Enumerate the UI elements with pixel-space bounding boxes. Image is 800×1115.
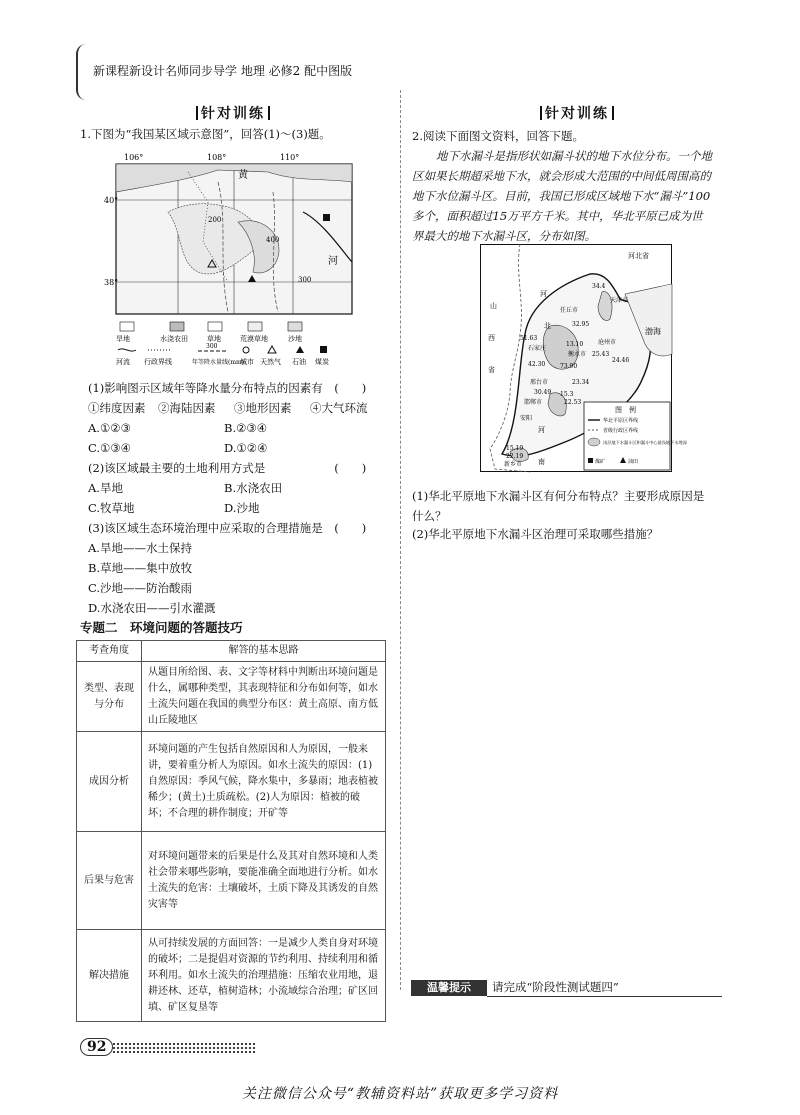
q1-2-stem: (2)该区域最主要的土地利用方式是 ( )	[88, 461, 367, 475]
q2-part-2: (2)华北平原地下水漏斗区治理可采取哪些措施？	[412, 527, 659, 541]
q1-1-option-d[interactable]: D.①②④	[224, 441, 268, 455]
label-huang: 黄	[238, 170, 248, 181]
table-cell-content: 从可持续发展的方面回答：一是减少人类自身对环境的破坏；二是提倡对资源的节约利用、持续利用和循环利用。如水土流失的治理措施：压缩农业用地，退耕还林、还草，植树造林；小流域综合治理；矿区回填、矿区复垦等	[142, 930, 386, 1022]
label-nan: 南	[538, 458, 545, 466]
legend-coal-mine: 煤矿	[595, 459, 606, 465]
table-row	[77, 930, 386, 1022]
label-he-1: 河	[540, 290, 547, 298]
city-xingtai: 邢台市	[530, 379, 549, 386]
value-13-10: 13.10	[566, 341, 584, 348]
q1-2-option-b[interactable]: B.水浇农田	[224, 481, 283, 495]
value-32-95: 32.95	[572, 321, 590, 328]
table-header-row	[77, 641, 386, 662]
legend-irrigated: 水浇农田	[160, 335, 188, 343]
legend-province-boundary: 省级行政区界线	[603, 428, 639, 434]
legend-city: 城市	[240, 358, 254, 366]
north-china-map	[480, 244, 687, 472]
legend-gas: 天然气	[260, 358, 281, 366]
q1-1-option-b[interactable]: B.②③④	[224, 421, 268, 435]
value-22-53: 22.53	[564, 399, 582, 406]
label-hebei-province: 河北省	[628, 252, 649, 260]
value-42-30: 42.30	[528, 361, 546, 368]
city-tianjin: 天津市	[610, 297, 629, 304]
table-cell-angle: 解决措施	[77, 930, 142, 1022]
page-header: 新课程新设计名师同步导学 地理 必修2 配中图版	[93, 64, 353, 78]
legend-plain-boundary: 华北平原区界线	[603, 418, 639, 424]
legend-river: 河流	[116, 358, 130, 366]
city-handan: 邯郸市	[524, 399, 543, 406]
lon-label-106: 106°	[124, 153, 144, 162]
label-xi: 西	[488, 334, 495, 342]
right-section-title: 针对训练	[537, 103, 617, 123]
q1-2-option-a[interactable]: A.旱地	[88, 481, 123, 495]
answer-tips-table	[76, 640, 386, 1022]
table-cell-angle: 类型、表现与分布	[77, 662, 142, 732]
table-row	[77, 832, 386, 930]
legend-grass: 草地	[207, 335, 221, 343]
table-cell-content: 从题目所给图、表、文字等材料中判断出环境问题是什么，属哪种类型，其表现特征和分布如何等，如水土流失问题在我国的典型分布区：黄土高原、南方低山丘陵地区	[142, 662, 386, 732]
legend-admin: 行政界线	[144, 358, 172, 366]
label-he: 河	[328, 256, 338, 267]
legend-funnel: 浅层地下水漏斗区和漏斗中心最浅地下水埋深	[603, 440, 687, 445]
table-cell-angle: 成因分析	[77, 732, 142, 832]
city-cangzhou: 沧州市	[598, 339, 617, 346]
header-brace	[76, 44, 88, 100]
table-row	[77, 732, 386, 832]
value-25-43: 25.43	[592, 351, 610, 358]
label-shan: 山	[490, 302, 497, 310]
label-he-2: 河	[538, 426, 545, 434]
legend-isohyet: 年等降水量线(mm)	[192, 359, 245, 366]
city-anyang: 安阳	[520, 415, 533, 422]
topic2-title: 专题二 环境问题的答题技巧	[80, 620, 243, 635]
q1-stem: 1.下图为“我国某区域示意图”，回答(1)～(3)题。	[80, 127, 331, 141]
contour-label-200: 200	[208, 216, 222, 224]
q1-1-stem: (1)影响图示区域年等降水量分布特点的因素有 ( )	[88, 381, 367, 395]
city-shijiazhuang: 石家庄	[528, 345, 547, 352]
footer-note: 关注微信公众号“教辅资料站”获取更多学习资料	[241, 1086, 559, 1102]
lon-label-108: 108°	[207, 153, 227, 162]
value-51-63: 51.63	[520, 335, 538, 342]
value-34-4: 34.4	[592, 283, 606, 290]
tip-label: 温馨提示	[411, 980, 487, 996]
region-map	[104, 152, 364, 380]
table-header-approach: 解答的基本思路	[142, 641, 386, 662]
q1-3-option-c[interactable]: C.沙地——防治酸雨	[88, 581, 193, 595]
tip-text: 请完成“阶段性测试题四”	[492, 980, 619, 994]
left-section-title: 针对训练	[193, 103, 273, 123]
q2-part-1: (1)华北平原地下水漏斗区有何分布特点？主要形成原因是什么？	[412, 489, 705, 523]
contour-label-300: 300	[298, 276, 312, 284]
q1-2-option-c[interactable]: C.牧草地	[88, 501, 135, 515]
value-23-34: 23.34	[572, 379, 590, 386]
label-sheng: 省	[488, 366, 495, 374]
page-number: 92	[80, 1038, 113, 1056]
table-row	[77, 662, 386, 732]
footer-dots	[112, 1042, 257, 1054]
city-xinxiang: 新乡市	[504, 461, 523, 468]
q1-3-option-a[interactable]: A.旱地——水土保持	[88, 541, 192, 555]
q2-stem: 2.阅读下面图文资料，回答下题。	[412, 129, 584, 143]
q1-1-option-c[interactable]: C.①③④	[88, 441, 131, 455]
legend-isoline-sample: 300	[206, 343, 218, 350]
table-cell-content: 对环境问题带来的后果是什么及其对自然环境和人类社会带来哪些影响，要能准确全面地进行分析。如水土流失的危害：土壤破坏，土质下降及其诱发的自然灾害等	[142, 832, 386, 930]
value-15-19: 15.19	[506, 445, 524, 452]
q2-paragraph: 地下水漏斗是指形状如漏斗状的地下水位分布。一个地区如果长期超采地下水，就会形成大范围的中间低周围高的地下水位漏斗区。目前，我国已形成区域地下水“漏斗”100多个，面积超过15万平方千米。其中，华北平原已成为世界最大的地下水漏斗区，分布如图。	[412, 149, 712, 243]
value-73-90: 73.90	[560, 363, 578, 370]
contour-label-400: 400	[266, 236, 280, 244]
lat-label-38: 38°	[104, 278, 119, 287]
city-hengshui: 衡水市	[568, 351, 587, 358]
lat-label-40: 40°	[104, 196, 119, 205]
value-30-49: 30.49	[534, 389, 552, 396]
table-header-angle: 考查角度	[77, 641, 142, 662]
column-divider	[400, 90, 401, 990]
legend-desert-grass: 荒漠草地	[240, 335, 268, 343]
city-renqiu: 任丘市	[560, 307, 579, 314]
legend-oilfield: 油田	[628, 459, 639, 465]
legend-dryland: 旱地	[116, 335, 130, 343]
q1-3-option-b[interactable]: B.草地——集中放牧	[88, 561, 193, 575]
lon-label-110: 110°	[280, 153, 300, 162]
q1-2-option-d[interactable]: D.沙地	[224, 501, 260, 515]
legend-title: 图 例	[615, 406, 636, 414]
q1-1-option-a[interactable]: A.①②③	[88, 421, 131, 435]
value-22-19: 22.19	[506, 453, 524, 460]
label-bei: 北	[544, 322, 551, 330]
q1-3-option-d[interactable]: D.水浇农田——引水灌溉	[88, 601, 216, 615]
table-cell-content: 环境问题的产生包括自然原因和人为原因，一般来讲，要着重分析人为原因。如水土流失的原因：(1)自然原因：季风气候，降水集中，多暴雨；地表植被稀少；(黄土)土质疏松。(2)人为原因：植被的破坏；不合理的耕作制度；开矿等	[142, 732, 386, 832]
label-bohai: 渤海	[645, 327, 661, 336]
value-24-46: 24.46	[612, 357, 630, 364]
q1-1-factors: ①纬度因素 ②海陆因素 ③地形因素 ④大气环流	[88, 401, 368, 415]
q1-3-stem: (3)该区域生态环境治理中应采取的合理措施是 ( )	[88, 521, 367, 535]
legend-sand: 沙地	[288, 335, 302, 343]
legend-coal: 煤炭	[315, 358, 329, 366]
value-15-3: 15.3	[560, 391, 574, 398]
table-cell-angle: 后果与危害	[77, 832, 142, 930]
coal-icon	[323, 214, 330, 221]
legend-oil: 石油	[292, 358, 306, 366]
